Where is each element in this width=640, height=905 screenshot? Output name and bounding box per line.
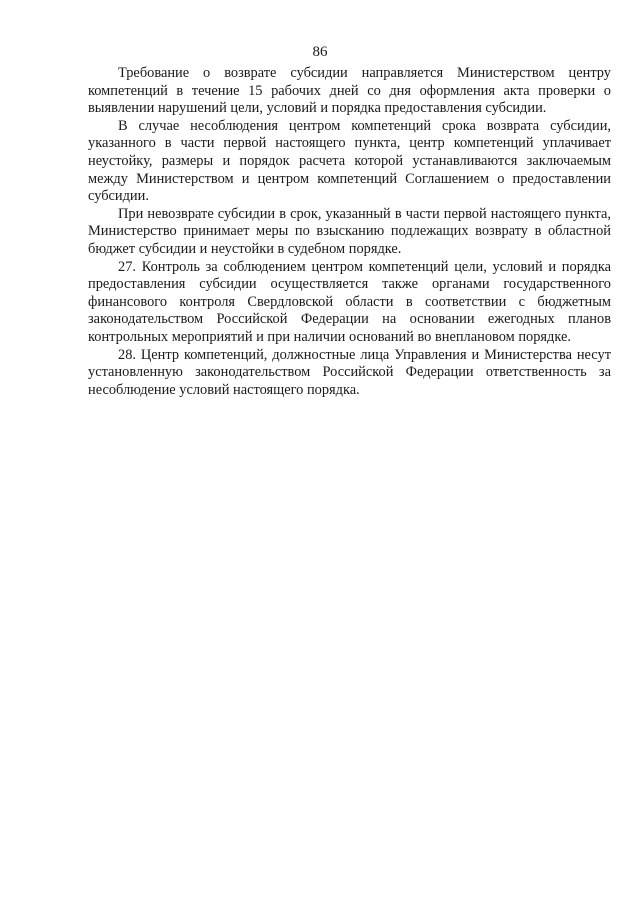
paragraph-clause-27-control: 27. Контроль за соблюдением центром компетенций цели, условий и порядка предоставления субсидии осуществляется также органами государственного финансового контроля Свердловской области в соответствии с бюджетным законодательством Российской Федерации на основании ежегодных планов контрольных мероприятий и при наличии оснований во внеплановом порядке. [88, 258, 611, 345]
paragraph-subsidy-return-demand: Требование о возврате субсидии направляется Министерством центру компетенций в течение 15 рабочих дней со дня оформления акта проверки о выявлении нарушений цели, условий и порядка предоставления субсидии. [88, 65, 611, 117]
document-body [88, 65, 611, 399]
paragraph-penalty: В случае несоблюдения центром компетенций срока возврата субсидии, указанного в части первой настоящего пункта, центр компетенций уплачивает неустойку, размеры и порядок расчета которой устанавливаются заключаемым между Министерством и центром компетенций Соглашением о предоставлении субсидии. [88, 117, 611, 205]
paragraph-judicial-recovery: При невозврате субсидии в срок, указанный в части первой настоящего пункта, Министерство принимает меры по взысканию подлежащих возврату в областной бюджет субсидии и неустойки в судебном порядке. [88, 205, 611, 257]
paragraph-clause-28-responsibility: 28. Центр компетенций, должностные лица Управления и Министерства несут установленную законодательством Российской Федерации ответственность за несоблюдение условий настоящего порядка. [88, 346, 611, 398]
page-number: 86 [312, 44, 328, 60]
